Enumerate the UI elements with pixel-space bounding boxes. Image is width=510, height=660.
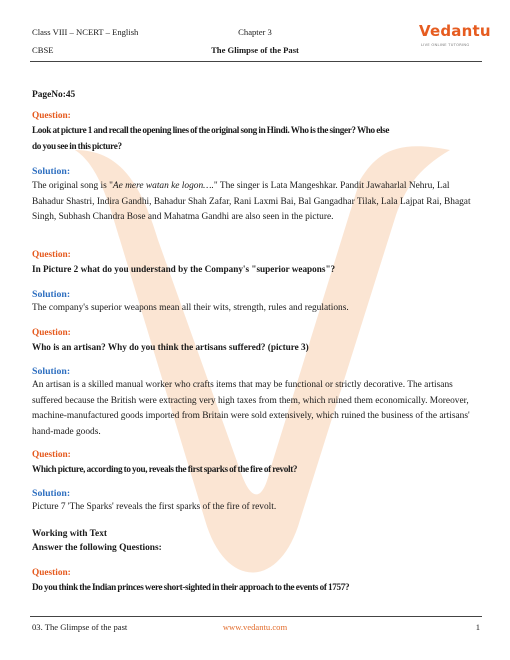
song-title: Ae mere watan ke logon…. — [112, 181, 214, 191]
question-text: In Picture 2 what do you understand by the Company's "superior weapons"? — [32, 264, 336, 274]
footer-chapter: 03. The Glimpse of the past — [32, 622, 128, 632]
solution-text — [32, 179, 482, 226]
question-label: Question: — [32, 250, 71, 260]
question-text: Which picture, according to you, reveals the first sparks of the fire of revolt? — [32, 464, 298, 474]
footer-website-link[interactable]: www.vedantu.com — [222, 622, 288, 632]
solution-text: An artisan is a skilled manual worker who crafts items that may be functional or strictly decorative. The artisans suffered because the British were extracting very high taxes from them, which ruined them economically. Moreover, machine-manufactured goods imported from Britain were sold extensively, which ruined the business of the artisans' hand-made goods. — [32, 380, 470, 437]
question-line: Look at picture 1 and recall the opening lines of the original song in Hindi. Who is the singer? Who else — [32, 125, 390, 135]
header-board: CBSE — [32, 45, 54, 55]
solution-text-post: " The singer is Lata Mangeshkar. Pandit Jawaharlal Nehru, Lal Bahadur Shastri, Indira Gandhi, Bahadur Shah Zafar, Rani Laxmi Bai, Bal Gangadhar Tilak, Lala Lajpat Rai, Bhagat Singh, Subhash Chandra Bose and Mahatma Gandhi are also seen in the picture. — [32, 181, 471, 223]
header-chapter-title: The Glimpse of the Past — [211, 45, 299, 55]
question-text: Who is an artisan? Why do you think the artisans suffered? (picture 3) — [32, 342, 309, 352]
solution-label: Solution: — [32, 166, 71, 177]
solution-text: Picture 7 'The Sparks' reveals the first sparks of the fire of revolt. — [32, 502, 277, 512]
solution-label: Solution: — [32, 289, 71, 300]
header-class-subject: Class VIII – NCERT – English — [32, 27, 139, 37]
question-text: Do you think the Indian princes were short-sighted in their approach to the events of 1757? — [32, 582, 350, 592]
header-divider — [30, 61, 482, 62]
footer-page-number: 1 — [475, 622, 480, 632]
question-line: do you see in this picture? — [32, 140, 122, 151]
question-text — [32, 123, 482, 154]
section-instruction: Answer the following Questions: — [32, 543, 162, 553]
logo-tagline: LIVE ONLINE TUTORING — [421, 43, 470, 47]
solution-label: Solution: — [32, 366, 71, 377]
solution-label: Solution: — [32, 488, 71, 499]
header-chapter: Chapter 3 — [238, 27, 272, 37]
question-label: Question: — [32, 111, 71, 121]
section-title: Working with Text — [32, 529, 108, 539]
footer-divider — [30, 616, 482, 617]
vedantu-logo[interactable] — [419, 22, 491, 50]
page-number-label: PageNo:45 — [32, 90, 76, 100]
question-label: Question: — [32, 568, 71, 578]
question-label: Question: — [32, 328, 71, 338]
solution-text: The company's superior weapons mean all their wits, strength, rules and regulations. — [32, 303, 349, 313]
question-label: Question: — [32, 450, 71, 460]
solution-text-pre: The original song is " — [32, 181, 113, 191]
logo-text: Vedantu — [419, 22, 491, 40]
